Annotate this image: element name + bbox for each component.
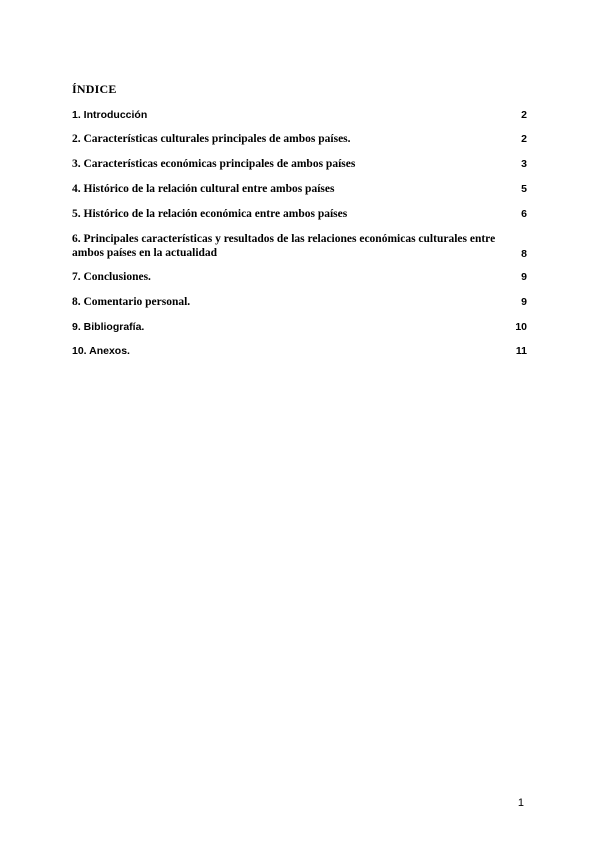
toc-entry-text: 10. Anexos. (72, 345, 130, 357)
toc-entry-page: 11 (515, 345, 527, 357)
toc-entry-text: 2. Características culturales principales de ambos países. (72, 133, 351, 145)
page-number: 1 (517, 797, 524, 809)
toc-entry-page: 2 (521, 133, 527, 145)
toc-entry-text: 9. Bibliografía. (72, 321, 145, 333)
toc-entry-text: 3. Características económicas principales de ambos países (72, 158, 356, 170)
toc-entry-page: 8 (521, 248, 527, 260)
toc-entry-page: 2 (521, 109, 527, 121)
toc-entry-page: 5 (521, 183, 527, 195)
toc-entry-page: 3 (521, 158, 527, 170)
toc-entry-text: 7. Conclusiones. (72, 271, 151, 283)
toc-entry-text: 1. Introducción (72, 109, 148, 121)
toc-entry-page: 10 (515, 321, 527, 333)
toc-entry-page: 9 (521, 271, 527, 283)
toc-entry-page: 9 (521, 296, 527, 308)
toc-entry-text: 4. Histórico de la relación cultural entre ambos países (72, 183, 335, 195)
toc-entry-text: 6. Principales características y resultados de las relaciones económicas culturales entre ambos países en la actualidad (72, 233, 496, 259)
toc-entry-text: 5. Histórico de la relación económica entre ambos países (72, 208, 348, 220)
toc-title: ÍNDICE (72, 82, 117, 96)
toc-entry-page: 6 (521, 208, 527, 220)
toc-entry-text: 8. Comentario personal. (72, 296, 191, 308)
